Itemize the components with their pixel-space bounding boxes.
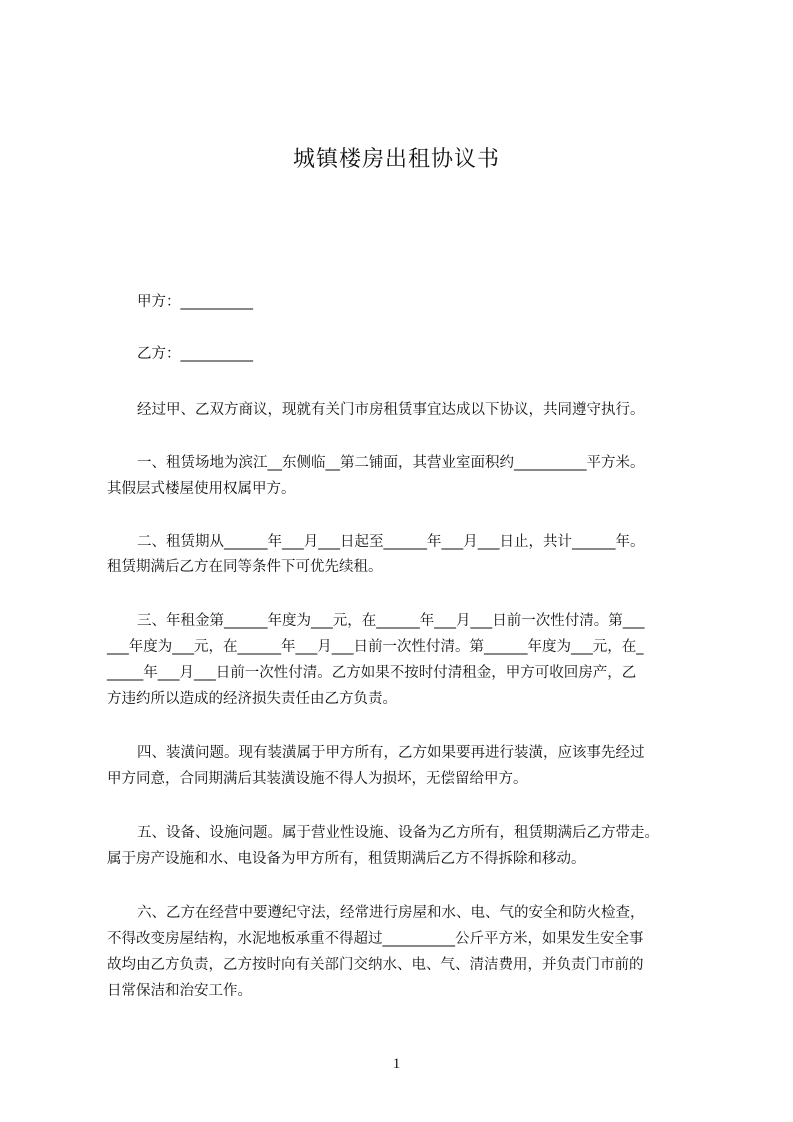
clause-1-line-1: 一、租赁场地为滨江__东侧临__第二铺面，其营业室面积约__________平方米。	[137, 455, 645, 471]
clause-6-line-1: 六、乙方在经营中要遵纪守法，经常进行房屋和水、电、气的安全和防火检查，	[137, 905, 645, 921]
party-a-line: 甲方：__________	[137, 294, 253, 310]
clause-3-line-4: 方违约所以造成的经济损失责任由乙方负责。	[107, 691, 397, 707]
clause-6-line-3: 故均由乙方负责，乙方按时向有关部门交纳水、电、气、清洁费用，并负责门市前的	[107, 957, 644, 973]
party-b-line: 乙方：__________	[137, 346, 253, 362]
clause-3-line-1: 三、年租金第______年度为___元，在______年___月___日前一次性付清。第___	[137, 613, 645, 629]
clause-5-line-2: 属于房产设施和水、电设备为甲方所有，租赁期满后乙方不得拆除和移动。	[107, 851, 586, 867]
document-title: 城镇楼房出租协议书	[292, 147, 500, 172]
clause-6-line-4: 日常保洁和治安工作。	[107, 983, 252, 999]
page-number: 1	[392, 1056, 401, 1072]
clause-2-line-2: 租赁期满后乙方在同等条件下可优先续租。	[107, 559, 383, 575]
intro-paragraph: 经过甲、乙双方商议，现就有关门市房租赁事宜达成以下协议，共同遵守执行。	[137, 402, 645, 418]
clause-6-line-2: 不得改变房屋结构，水泥地板承重不得超过__________公斤平方米，如果发生安全事	[107, 931, 644, 947]
clause-3-line-2: ___年度为___元，在______年___月___日前一次性付清。第______年度为___元，在_	[107, 639, 644, 655]
clause-4-line-2: 甲方同意，合同期满后其装潢设施不得人为损坏，无偿留给甲方。	[107, 771, 528, 787]
clause-4-line-1: 四、装潢问题。现有装潢属于甲方所有，乙方如果要再进行装潢，应该事先经过	[137, 745, 645, 761]
clause-5-line-1: 五、设备、设施问题。属于营业性设施、设备为乙方所有，租赁期满后乙方带走。	[137, 825, 659, 841]
clause-1-line-2: 其假层式楼屋使用权属甲方。	[107, 481, 296, 497]
clause-3-line-3: _____年___月___日前一次性付清。乙方如果不按时付清租金，甲方可收回房产，乙	[107, 665, 637, 681]
clause-2-line-1: 二、租赁期从______年___月___日起至______年___月___日止，共计______年。	[137, 534, 645, 550]
